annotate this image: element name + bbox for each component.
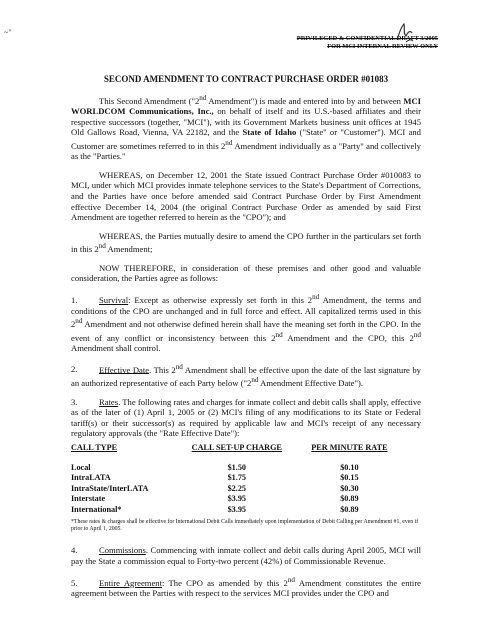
intro-paragraph: This Second Amendment ("2nd Amendment") is made and entered into by and between MCI WORLDCOM Communications, Inc., on behalf of itself and its U.S.-based affiliates and their respective successors (together, "MCI"), with its Government Markets business unit offices at 1945 Old Gallows Road, Vienna, VA 22182, and the State of Idaho ("State" or "Customer"). MCI and Customer are sometimes referred to in this 2nd Amendment individually as a "Party" and collectively as the "Parties." <box>71 93 421 162</box>
state-name: State of Idaho <box>242 127 297 138</box>
table-row: Local $1.50 $0.10 <box>71 462 359 472</box>
section-entire-agreement: 5. Entire Agreement: The CPO as amended by this 2nd Amendment constitutes the entire agreement between the Parties with respect to the services MCI provides under the CPO and <box>71 575 421 599</box>
table-row: IntraState/InterLATA $2.25 $0.30 <box>71 483 359 493</box>
rates-header-row <box>71 443 401 463</box>
now-therefore-paragraph: NOW THEREFORE, in consideration of these premises and other good and valuable consideration, the Parties agree as follows: <box>71 262 421 284</box>
rates-footnote: *These rates & charges shall be effective for International Debit Calls immediately upon implementation of Debit Calling per Amendment #1, even if prior to April 1, 2005. <box>71 519 419 533</box>
section-heading: Commissions <box>99 545 146 556</box>
whereas-paragraph-2: WHEREAS, the Parties mutually desire to amend the CPO further in the particulars set forth in this 2nd Amendment; <box>71 230 421 255</box>
draft-header-line1: PRIVILEGED & CONFIDENTIAL DRAFT 3/2005 <box>296 35 438 42</box>
draft-header-line2: FOR MCI INTERNAL REVIEW ONLY <box>327 42 438 50</box>
section-commissions: 4. Commissions. Commencing with inmate collect and debit calls during April 2005, MCI will pay the State a commission equal to Forty-two percent (42%) of Commissionable Revenue. <box>71 545 421 567</box>
column-header: CALL SET-UP CHARGE <box>191 442 282 452</box>
document-title: SECOND AMENDMENT TO CONTRACT PURCHASE ORDER #01083 <box>103 74 389 84</box>
section-effective-date: 2. Effective Date. This 2nd Amendment shall be effective upon the date of the last signature by an authorized representative of each Party below ("2nd Amendment Effective Date"). <box>71 362 421 388</box>
draft-header <box>268 35 438 50</box>
section-heading: Survival <box>99 294 129 305</box>
section-heading: Entire Agreement <box>99 577 162 588</box>
section-rates: 3. Rates. The following rates and charges for inmate collect and debit calls shall apply, effective as of the later of (1) April 1, 2005 or (2) MCI's filing of any modifications to its State or Federal tariff(s) or their successor(s) as required by applicable law and MCI's receipt of any necessary regulatory approvals (the "Rate Effective Date"): <box>71 396 421 439</box>
column-header: CALL TYPE <box>71 442 118 452</box>
corner-pen-mark: ~" <box>4 28 12 37</box>
column-header: PER MINUTE RATE <box>311 442 388 452</box>
rates-table <box>71 443 401 516</box>
document-body <box>71 74 421 607</box>
table-row: International* $3.95 $0.89 <box>71 504 359 514</box>
section-heading: Effective Date <box>99 364 150 375</box>
table-row: IntraLATA $1.75 $0.15 <box>71 473 359 483</box>
whereas-paragraph-1: WHEREAS, on December 12, 2001 the State issued Contract Purchase Order #010083 to MCI, under which MCI provides inmate telephone services to the State's Department of Corrections, and the Parties have once before amended said Contract Purchase Order by First Amendment effective December 14, 2004 (the original Contract Purchase Order as amended by said First Amendment are together referred to herein as the "CPO"); and <box>71 169 421 223</box>
section-heading: Rates <box>99 396 119 407</box>
section-survival: 1. Survival: Except as otherwise expressly set forth in this 2nd Amendment, the terms and conditions of the CPO are unchanged and in full force and effect. All capitalized terms used in this 2nd Amendment and not otherwise defined herein shall have the meaning set forth in the CPO. In the event of any conflict or inconsistency between this 2nd Amendment and the CPO, this 2nd Amendment shall control. <box>71 293 422 354</box>
table-row: Interstate $3.95 $0.89 <box>71 494 359 504</box>
company-name: MCI WORLDCOM Communications, Inc., <box>71 95 421 117</box>
